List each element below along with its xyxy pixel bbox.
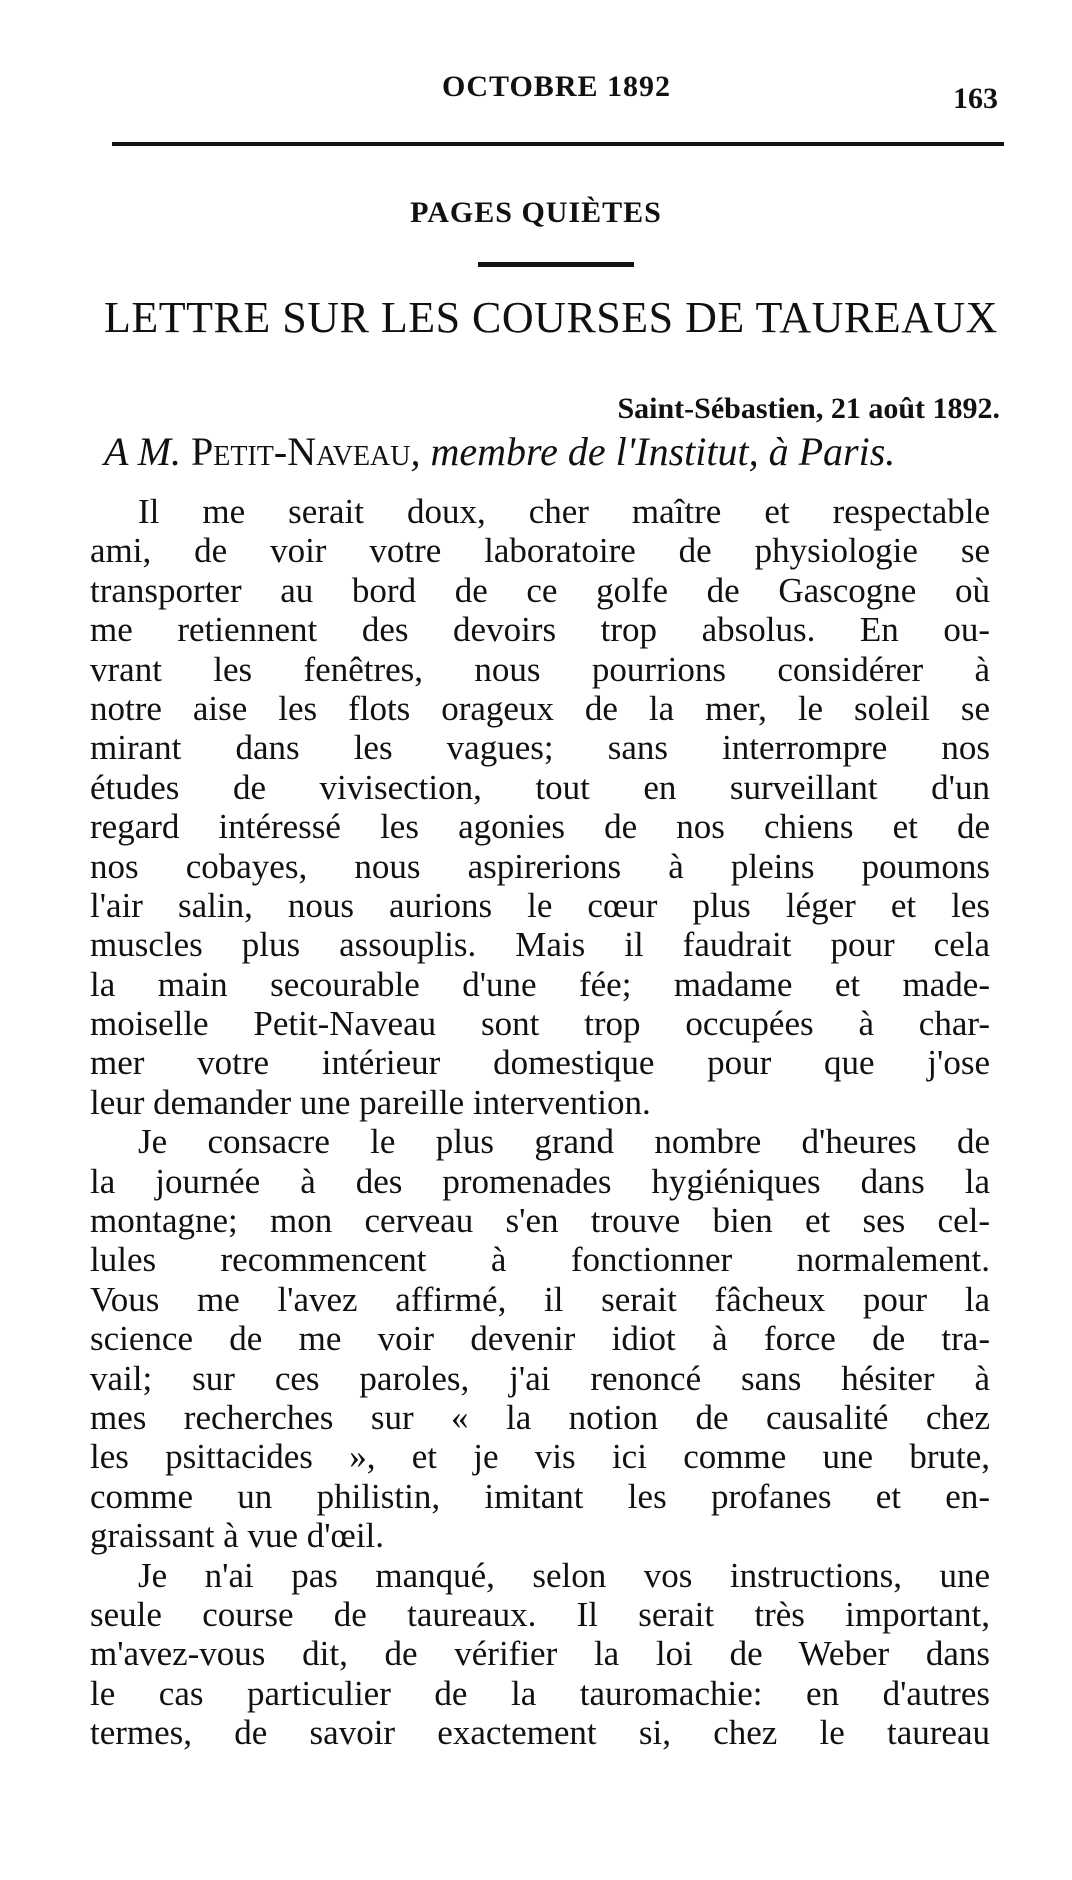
text-line: Je consacre le plus grand nombre d'heures de [138, 1122, 990, 1162]
text-line: notre aise les flots orageux de la mer, le soleil se [90, 688, 990, 728]
text-line: regard intéressé les agonies de nos chiens et de [90, 807, 990, 847]
header-rule [112, 142, 1004, 146]
text-line: mirant dans les vagues; sans interrompre nos [90, 728, 990, 768]
text-line: nos cobayes, nous aspirerions à pleins poumons [90, 846, 990, 886]
text-line: la journée à des promenades hygiéniques dans la [90, 1161, 990, 1201]
text-line: les psittacides », et je vis ici comme une brute, [90, 1437, 990, 1477]
article-body [90, 492, 990, 1753]
text-line: ami, de voir votre laboratoire de physiologie se [90, 531, 990, 571]
text-line: Il me serait doux, cher maître et respectable [138, 492, 990, 531]
salutation-prefix: A M. [104, 429, 182, 474]
text-line: termes, de savoir exactement si, chez le taureau [90, 1713, 990, 1753]
text-line: transporter au bord de ce golfe de Gascogne où [90, 570, 990, 610]
salutation-role: , membre de l'Institut, à Paris. [410, 429, 896, 474]
text-line: Je n'ai pas manqué, selon vos instructions, une [138, 1555, 990, 1595]
text-line: le cas particulier de la tauromachie: en d'autres [90, 1673, 990, 1713]
text-line: comme un philistin, imitant les profanes et en- [90, 1476, 990, 1516]
salutation [104, 428, 1004, 475]
text-line: mer votre intérieur domestique pour que j'ose [90, 1043, 990, 1083]
text-line: science de me voir devenir idiot à force de tra- [90, 1319, 990, 1359]
salutation-name: Petit-Naveau [191, 429, 411, 474]
text-line: lules recommencent à fonctionner normalement. [90, 1240, 990, 1280]
text-line: me retiennent des devoirs trop absolus. En ou- [90, 610, 990, 650]
text-line: études de vivisection, tout en surveillant d'un [90, 767, 990, 807]
text-line: moiselle Petit-Naveau sont trop occupées à char- [90, 1004, 990, 1044]
text-line: l'air salin, nous aurions le cœur plus léger et les [90, 885, 990, 925]
text-line: Vous me l'avez affirmé, il serait fâcheux pour la [90, 1279, 990, 1319]
text-line: graissant à vue d'œil. [90, 1516, 385, 1556]
text-line: m'avez-vous dit, de vérifier la loi de Weber dans [90, 1634, 990, 1674]
running-head [112, 62, 1004, 122]
dateline: Saint-Sébastien, 21 août 1892. [617, 392, 1000, 425]
page-number: 163 [953, 82, 998, 115]
text-line: montagne; mon cerveau s'en trouve bien et ses cel- [90, 1201, 990, 1241]
section-title: PAGES QUIÈTES [410, 196, 662, 229]
text-line: muscles plus assouplis. Mais il faudrait pour cela [90, 925, 990, 965]
text-line: mes recherches sur « la notion de causalité chez [90, 1397, 990, 1437]
text-line: vrant les fenêtres, nous pourrions considérer à [90, 649, 990, 689]
section-rule [478, 262, 634, 267]
text-line: leur demander une pareille intervention. [90, 1082, 651, 1122]
text-line: seule course de taureaux. Il serait très important, [90, 1594, 990, 1634]
text-line: la main secourable d'une fée; madame et made- [90, 964, 990, 1004]
running-title: OCTOBRE 1892 [442, 70, 671, 103]
article-title: LETTRE SUR LES COURSES DE TAUREAUX [104, 293, 998, 342]
text-line: vail; sur ces paroles, j'ai renoncé sans hésiter à [90, 1358, 990, 1398]
